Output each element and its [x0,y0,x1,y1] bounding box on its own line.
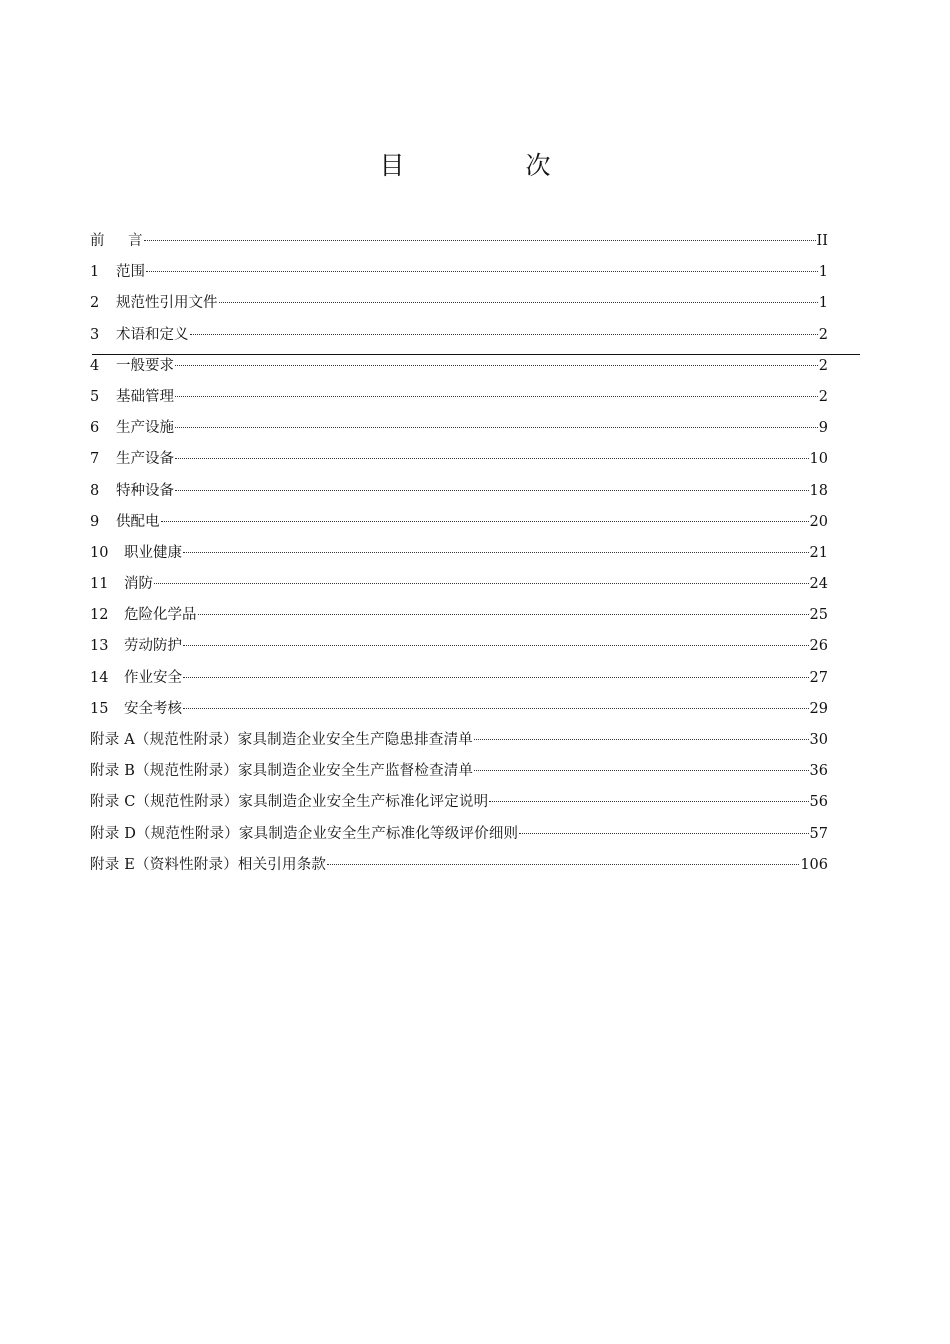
toc-dot-leader [519,833,808,834]
toc-entry-page: 1 [818,264,828,281]
toc-entry[interactable] [90,288,828,319]
toc-entry-label [90,663,182,694]
toc-entry-label [90,600,197,631]
toc-entry-page: 18 [809,482,828,499]
toc-entry-title: 附录 A（规范性附录）家具制造企业安全生产隐患排查清单 [90,732,473,748]
table-of-contents [90,226,828,881]
toc-entry-title: 规范性引用文件 [116,295,218,312]
toc-entry-label [90,476,174,507]
toc-entry[interactable] [90,226,828,257]
toc-dot-leader [190,334,818,335]
toc-dot-leader [154,583,809,584]
toc-entry[interactable] [90,663,828,694]
toc-entry-label [90,382,174,413]
toc-entry-number: 1 [90,264,100,281]
toc-entry-number: 11 [90,576,109,593]
toc-entry-title: 生产设备 [116,451,174,468]
toc-entry-title: 附录 D（规范性附录）家具制造企业安全生产标准化等级评价细则 [90,825,519,842]
toc-entry-label [90,413,174,444]
toc-entry-page: 2 [818,326,828,343]
toc-dot-leader [183,708,809,709]
toc-entry-number: 12 [90,607,109,624]
toc-entry-page: 106 [800,856,828,873]
toc-entry[interactable] [90,569,828,600]
toc-dot-leader [219,302,818,303]
toc-entry-page: 1 [818,295,828,312]
toc-entry-number: 13 [90,638,109,655]
toc-entry-label [90,288,218,319]
toc-dot-leader [161,521,809,522]
toc-entry-label [90,725,473,756]
toc-entry[interactable] [90,756,828,787]
toc-entry-page: 2 [818,357,828,374]
toc-entry-number: 6 [90,420,100,437]
toc-entry-title: 附录 B（规范性附录）家具制造企业安全生产监督检查清单 [90,763,474,780]
toc-entry[interactable] [90,476,828,507]
toc-dot-leader [175,396,818,397]
toc-dot-leader [175,458,809,459]
toc-entry-title: 一般要求 [116,357,174,374]
toc-entry-number: 14 [90,669,109,686]
toc-entry-title: 特种设备 [116,482,174,499]
toc-entry-title: 范围 [116,264,145,281]
toc-entry-label [90,631,182,662]
toc-entry-page: 56 [809,794,828,811]
toc-dot-leader [175,427,818,428]
toc-entry-page: 26 [809,638,828,655]
page-title: 目 次 [379,151,599,180]
toc-entry-page: 29 [809,700,828,717]
toc-entry-title: 职业健康 [124,544,182,561]
toc-dot-leader [183,677,809,678]
toc-entry[interactable] [90,257,828,288]
toc-entry-number: 3 [90,326,100,343]
toc-entry[interactable] [90,631,828,662]
toc-entry[interactable] [90,351,828,382]
toc-entry-title: 术语和定义 [116,326,189,343]
toc-entry-page: 21 [809,544,828,561]
toc-entry-label [90,351,174,382]
toc-entry-label [90,569,153,600]
toc-entry-page: 10 [809,451,828,468]
toc-entry-title: 附录 E（资料性附录）相关引用条款 [90,856,327,873]
toc-entry-page: 27 [809,669,828,686]
toc-entry-title: 附录 C（规范性附录）家具制造企业安全生产标准化评定说明 [90,794,489,811]
toc-entry-title: 危险化学品 [124,607,197,624]
toc-entry-title: 言 [128,233,143,249]
toc-entry-number: 5 [90,388,100,405]
toc-entry-page: 9 [818,420,828,437]
toc-dot-leader [146,271,818,272]
toc-entry-title: 劳动防护 [124,638,182,655]
toc-entry-title: 生产设施 [116,420,174,437]
toc-entry-page: 24 [809,576,828,593]
toc-entry-label [90,787,488,818]
toc-entry[interactable] [90,413,828,444]
toc-entry-number: 前 [90,233,105,249]
toc-entry[interactable] [90,694,828,725]
toc-dot-leader [489,801,808,802]
toc-dot-leader [183,552,809,553]
toc-entry-title: 消防 [124,576,153,593]
toc-entry-page: 2 [818,388,828,405]
toc-entry-number: 4 [90,357,100,374]
toc-entry-title: 安全考核 [124,700,182,717]
toc-entry-number: 10 [90,544,109,561]
toc-entry[interactable] [90,819,828,850]
toc-entry[interactable] [90,382,828,413]
toc-dot-leader [474,739,809,740]
toc-entry-number: 2 [90,295,100,312]
toc-entry-page: 36 [809,763,828,780]
toc-entry-page: 20 [809,513,828,530]
toc-entry-number: 8 [90,482,100,499]
toc-dot-leader [175,365,818,366]
toc-entry-label [90,507,160,538]
toc-entry-label [90,694,182,725]
toc-dot-leader [474,770,808,771]
toc-entry-number: 9 [90,513,100,530]
toc-entry-page: II [816,233,828,249]
toc-entry[interactable] [90,600,828,631]
toc-dot-leader [144,240,816,241]
toc-entry[interactable] [90,507,828,538]
toc-entry[interactable] [90,444,828,475]
toc-entry-label [90,756,473,787]
toc-entry-number: 15 [90,700,109,717]
toc-entry[interactable] [90,538,828,569]
toc-entry-label [90,819,518,850]
toc-entry[interactable] [90,725,828,756]
toc-entry-title: 作业安全 [124,669,182,686]
toc-entry-title: 供配电 [116,513,160,530]
toc-entry-number: 7 [90,451,100,468]
toc-dot-leader [183,645,809,646]
toc-entry-title: 基础管理 [116,388,174,405]
toc-dot-leader [327,864,799,865]
toc-entry-label [90,320,189,351]
toc-entry[interactable] [90,320,828,351]
toc-entry-label [90,257,145,288]
toc-entry[interactable] [90,787,828,818]
toc-entry-page: 57 [809,825,828,842]
toc-entry-page: 25 [809,607,828,624]
toc-entry-label [90,850,326,881]
toc-entry-label [90,444,174,475]
toc-entry-page: 30 [809,732,828,748]
toc-dot-leader [175,490,809,491]
toc-entry-label [90,226,143,257]
toc-dot-leader [198,614,809,615]
toc-entry[interactable] [90,850,828,881]
toc-entry-label [90,538,182,569]
